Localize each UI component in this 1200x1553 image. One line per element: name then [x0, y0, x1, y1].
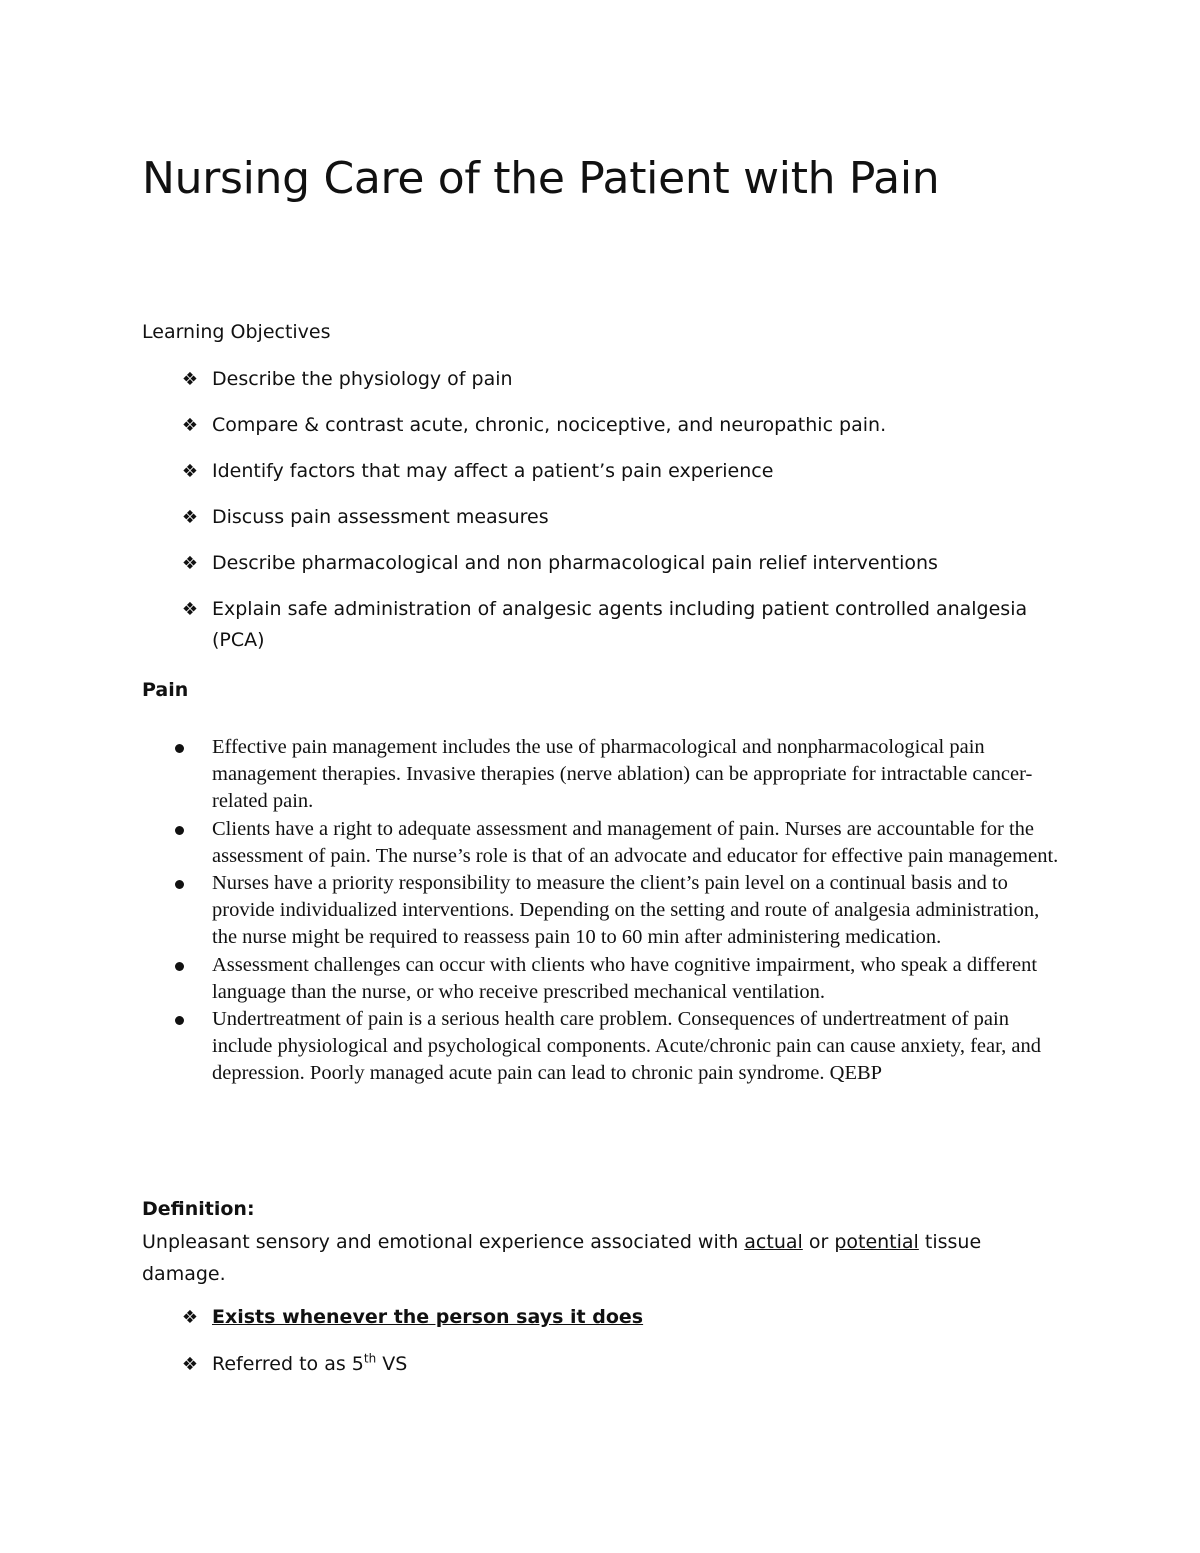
definition-word-potential: potential: [834, 1231, 919, 1253]
definition-heading: Definition:: [142, 1198, 255, 1220]
definition-text-start: Unpleasant sensory and emotional experience associated with: [142, 1231, 745, 1253]
definition-text-or: or: [802, 1231, 835, 1253]
definition-text-end: tissue damage.: [142, 1231, 982, 1285]
four-diamond-bullet-icon: ❖: [181, 415, 199, 436]
list-item-text: Describe pharmacological and non pharmacological pain relief interventions: [212, 552, 938, 574]
list-item-text: Explain safe administration of analgesic agents including patient controlled analgesia (PCA): [212, 598, 1028, 651]
list-item: [142, 870, 1060, 952]
four-diamond-bullet-icon: ❖: [181, 1354, 199, 1375]
list-item-text: [212, 1353, 407, 1375]
list-item-text: Describe the physiology of pain: [212, 368, 513, 390]
list-item: [142, 734, 1060, 816]
round-bullet-icon: [175, 1016, 184, 1025]
list-item: [142, 1349, 1062, 1380]
round-bullet-icon: [175, 962, 184, 971]
pain-list: [142, 734, 1060, 1088]
round-bullet-icon: [175, 744, 184, 753]
four-diamond-bullet-icon: ❖: [181, 553, 199, 574]
four-diamond-bullet-icon: ❖: [181, 599, 199, 620]
list-item-text: Effective pain management includes the use of pharmacological and nonpharmacological pain management therapies. Invasive therapies (nerve ablation) can be appropriate for intractable cancer-related pain.: [212, 736, 1033, 813]
list-item: [142, 1302, 1062, 1333]
definition-text: [142, 1226, 1022, 1290]
ordinal-superscript: th: [363, 1351, 377, 1366]
round-bullet-icon: [175, 880, 184, 889]
list-item-text: Undertreatment of pain is a serious health care problem. Consequences of undertreatment of pain include physiological and psychological components. Acute/chronic pain can cause anxiety, fear, and depression. Poorly managed acute pain can lead to chronic pain syndrome. QEBP: [212, 1008, 1041, 1085]
list-item-text: Discuss pain assessment measures: [212, 506, 549, 528]
learning-objectives-heading: Learning Objectives: [142, 321, 331, 343]
list-item: [142, 594, 1062, 656]
definition-word-actual: actual: [744, 1231, 803, 1253]
list-item: [142, 952, 1060, 1006]
list-item-text: Compare & contrast acute, chronic, nociceptive, and neuropathic pain.: [212, 414, 887, 436]
pain-heading: Pain: [142, 679, 189, 701]
list-item-text: Assessment challenges can occur with clients who have cognitive impairment, who speak a different language than the nurse, or who receive prescribed mechanical ventilation.: [212, 953, 1038, 1003]
four-diamond-bullet-icon: ❖: [181, 1307, 199, 1328]
list-item-text: Exists whenever the person says it does: [212, 1306, 644, 1328]
list-item: [142, 456, 1062, 487]
list-item: [142, 1006, 1060, 1088]
four-diamond-bullet-icon: ❖: [181, 369, 199, 390]
definition-points-list: [142, 1302, 1062, 1380]
list-item: [142, 502, 1062, 533]
vs-suffix: VS: [376, 1353, 408, 1375]
list-item-text: Nurses have a priority responsibility to measure the client’s pain level on a continual basis and to provide individualized interventions. Depending on the setting and route of analgesia administration, the nurse might be required to reassess pain 10 to 60 min after administering medication.: [212, 872, 1040, 949]
list-item-text: Identify factors that may affect a patient’s pain experience: [212, 460, 774, 482]
list-item: [142, 548, 1062, 579]
four-diamond-bullet-icon: ❖: [181, 507, 199, 528]
page-title: Nursing Care of the Patient with Pain: [142, 153, 940, 204]
list-item: [142, 816, 1060, 870]
learning-objectives-list: [142, 364, 1062, 656]
four-diamond-bullet-icon: ❖: [181, 461, 199, 482]
vs-prefix: Referred to as 5: [212, 1353, 364, 1375]
list-item: [142, 410, 1062, 441]
round-bullet-icon: [175, 826, 184, 835]
list-item-text: Clients have a right to adequate assessment and management of pain. Nurses are accountable for the assessment of pain. The nurse’s role is that of an advocate and educator for effective pain management.: [212, 817, 1059, 867]
list-item: [142, 364, 1062, 395]
